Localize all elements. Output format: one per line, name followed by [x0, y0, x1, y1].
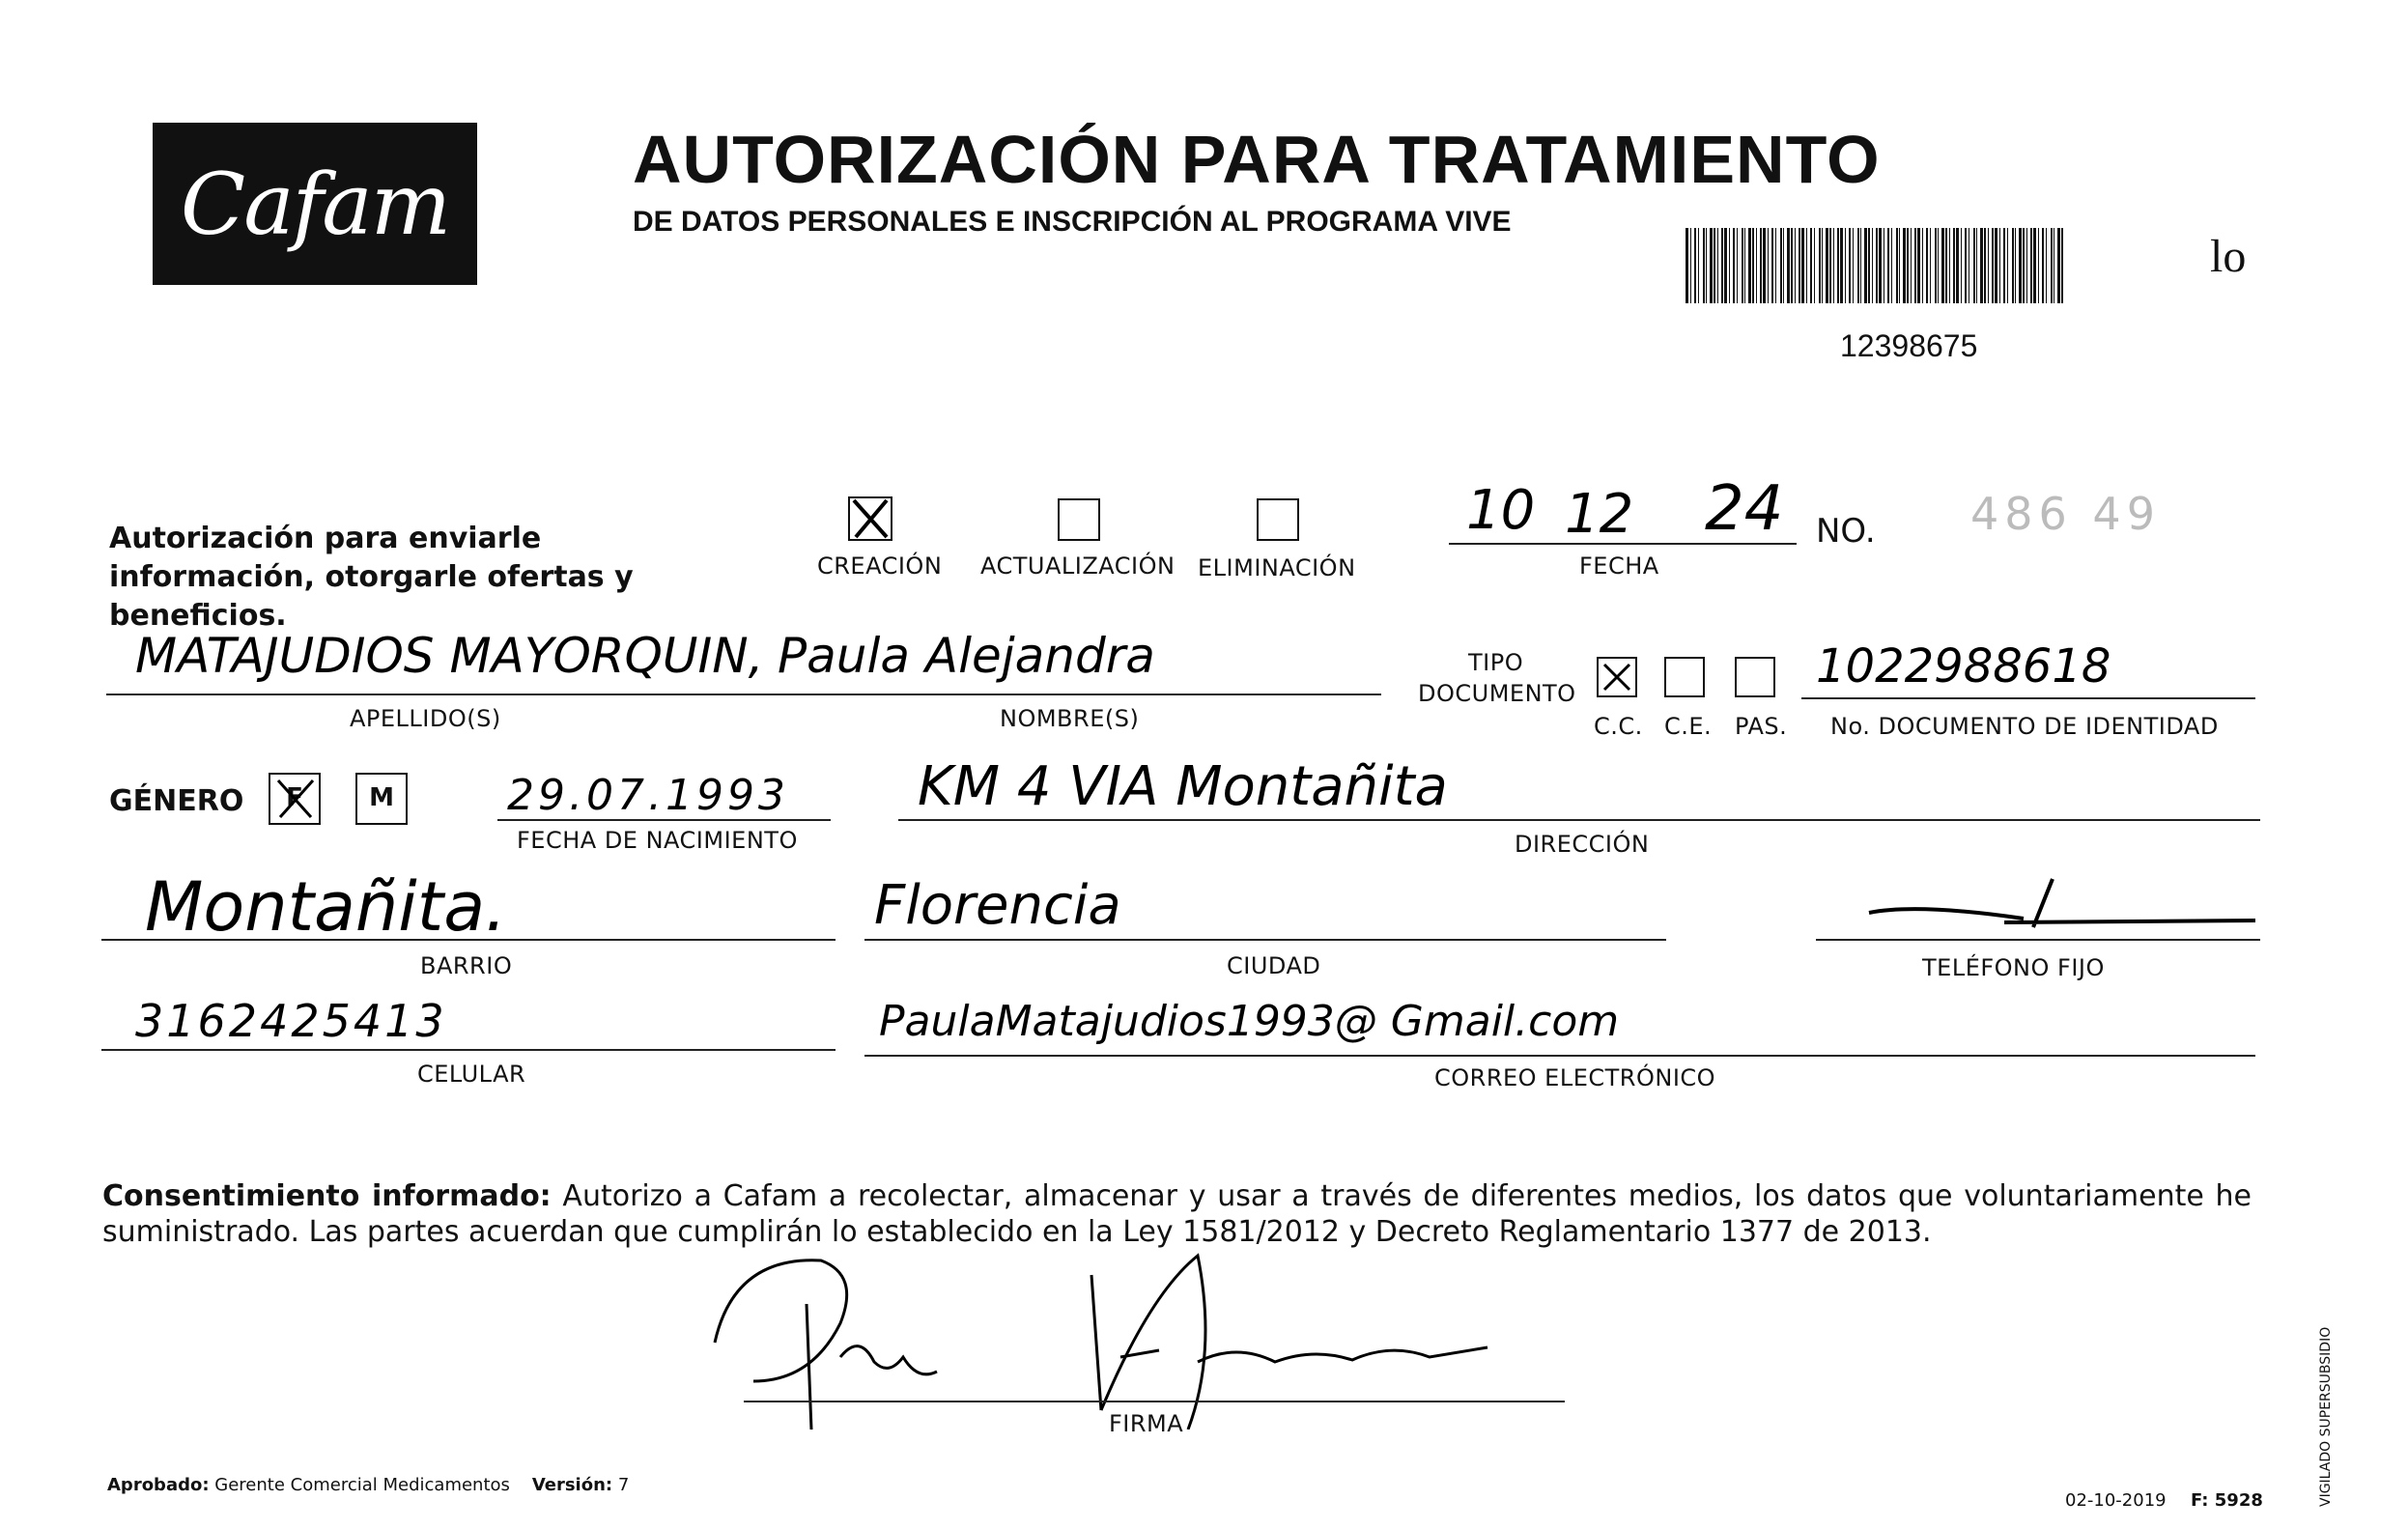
date-month: 12 — [1565, 483, 1634, 546]
documento-label: No. DOCUMENTO DE IDENTIDAD — [1830, 713, 2219, 740]
correo-label: CORREO ELECTRÓNICO — [1434, 1064, 1716, 1091]
nacimiento-line — [497, 819, 831, 821]
consent-heading: Consentimiento informado: — [102, 1179, 552, 1213]
check-mark-icon — [1599, 659, 1635, 695]
creacion-checkbox[interactable] — [848, 496, 892, 541]
pas-label: PAS. — [1735, 713, 1788, 740]
ce-checkbox[interactable] — [1664, 657, 1705, 697]
vigilado-vertical-text: VIGILADO SUPERSUBSIDIO — [2318, 1326, 2334, 1507]
genero-f-checkbox[interactable] — [269, 773, 321, 825]
direccion-label: DIRECCIÓN — [1515, 831, 1650, 858]
footer-form-code: F: 5928 — [2191, 1490, 2263, 1511]
signature-line — [744, 1401, 1565, 1402]
nombres-value: Paula Alejandra — [778, 628, 1155, 684]
apellidos-value: MATAJUDIOS MAYORQUIN, — [135, 628, 764, 684]
tipo-label-1: TIPO — [1468, 649, 1524, 676]
barrio-label: BARRIO — [420, 952, 513, 979]
barcode — [1686, 228, 2067, 303]
direccion-value: KM 4 VIA Montañita — [918, 755, 1448, 818]
authorization-intro: Autorización para enviarle información, otorgarle ofertas y beneficios. — [109, 522, 634, 633]
form-number: 486 49 — [1970, 488, 2161, 540]
celular-value: 3162425413 — [135, 995, 447, 1047]
apellidos-label: APELLIDO(S) — [350, 705, 501, 732]
aprobado-label: Aprobado: — [107, 1475, 210, 1495]
consent-body: Autorizo a Cafam a recolectar, almacenar y usar a través de diferentes medios, los datos que voluntariamente he suministrado. Las partes acuerdan que cumplirán lo establecido en la Ley 1581/2012 y Decreto Reglamentario 1377 de 2013. — [102, 1179, 2252, 1249]
documento-line — [1801, 697, 2255, 699]
nombres-label: NOMBRE(S) — [1000, 705, 1140, 732]
tipo-label-2: DOCUMENTO — [1418, 680, 1576, 707]
barcode-number: 12398675 — [1840, 328, 1978, 363]
eliminacion-label: ELIMINACIÓN — [1198, 554, 1356, 581]
telefono-dash-mark — [1859, 874, 2265, 942]
nombres-line — [773, 694, 1381, 695]
genero-f-label: F — [286, 783, 303, 812]
form-title: AUTORIZACIÓN PARA TRATAMIENTO — [633, 122, 1881, 197]
form-subtitle: DE DATOS PERSONALES E INSCRIPCIÓN AL PROGRAMA VIVE — [633, 206, 1512, 238]
celular-label: CELULAR — [417, 1061, 526, 1088]
genero-m-label: M — [369, 783, 394, 812]
footer-approved — [107, 1475, 629, 1495]
version-label: Versión: — [531, 1475, 613, 1495]
ciudad-line — [864, 939, 1666, 941]
nacimiento-value: 29.07.1993 — [507, 771, 789, 820]
actualizacion-label: ACTUALIZACIÓN — [980, 552, 1176, 580]
signature-label: FIRMA — [1109, 1410, 1184, 1437]
creacion-label: CREACIÓN — [817, 552, 943, 580]
genero-label: GÉNERO — [109, 784, 244, 818]
documento-value: 1022988618 — [1816, 639, 2111, 694]
version-value: 7 — [617, 1475, 630, 1495]
genero-m-checkbox[interactable] — [355, 773, 408, 825]
date-label: FECHA — [1579, 552, 1659, 580]
telefono-line — [1816, 939, 2260, 941]
apellidos-line — [106, 694, 773, 695]
ciudad-label: CIUDAD — [1227, 952, 1321, 979]
direccion-line — [898, 819, 2260, 821]
date-day: 10 — [1466, 479, 1536, 542]
celular-line — [101, 1049, 836, 1051]
eliminacion-checkbox[interactable] — [1257, 498, 1299, 541]
barrio-value: Montañita. — [145, 867, 507, 947]
date-year: 24 — [1705, 473, 1784, 545]
pas-checkbox[interactable] — [1735, 657, 1775, 697]
barrio-line — [101, 939, 836, 941]
correo-line — [864, 1055, 2255, 1057]
actualizacion-checkbox[interactable] — [1058, 498, 1100, 541]
cc-label: C.C. — [1594, 713, 1643, 740]
ce-label: C.E. — [1664, 713, 1713, 740]
aprobado-value: Gerente Comercial Medicamentos — [214, 1475, 510, 1495]
telefono-label: TELÉFONO FIJO — [1922, 954, 2105, 981]
side-mark: lo — [2210, 231, 2247, 282]
footer-date: 02-10-2019 — [2065, 1490, 2167, 1511]
check-mark-icon — [270, 775, 319, 823]
cc-checkbox[interactable] — [1597, 657, 1637, 697]
cafam-logo — [153, 123, 477, 285]
ciudad-value: Florencia — [874, 874, 1121, 937]
number-label: NO. — [1816, 512, 1876, 551]
logo-text: Cafam — [180, 154, 450, 254]
check-mark-icon — [850, 498, 891, 539]
date-line — [1449, 543, 1797, 545]
nacimiento-label: FECHA DE NACIMIENTO — [517, 827, 798, 854]
correo-value: PaulaMatajudios1993@ Gmail.com — [879, 997, 1620, 1046]
